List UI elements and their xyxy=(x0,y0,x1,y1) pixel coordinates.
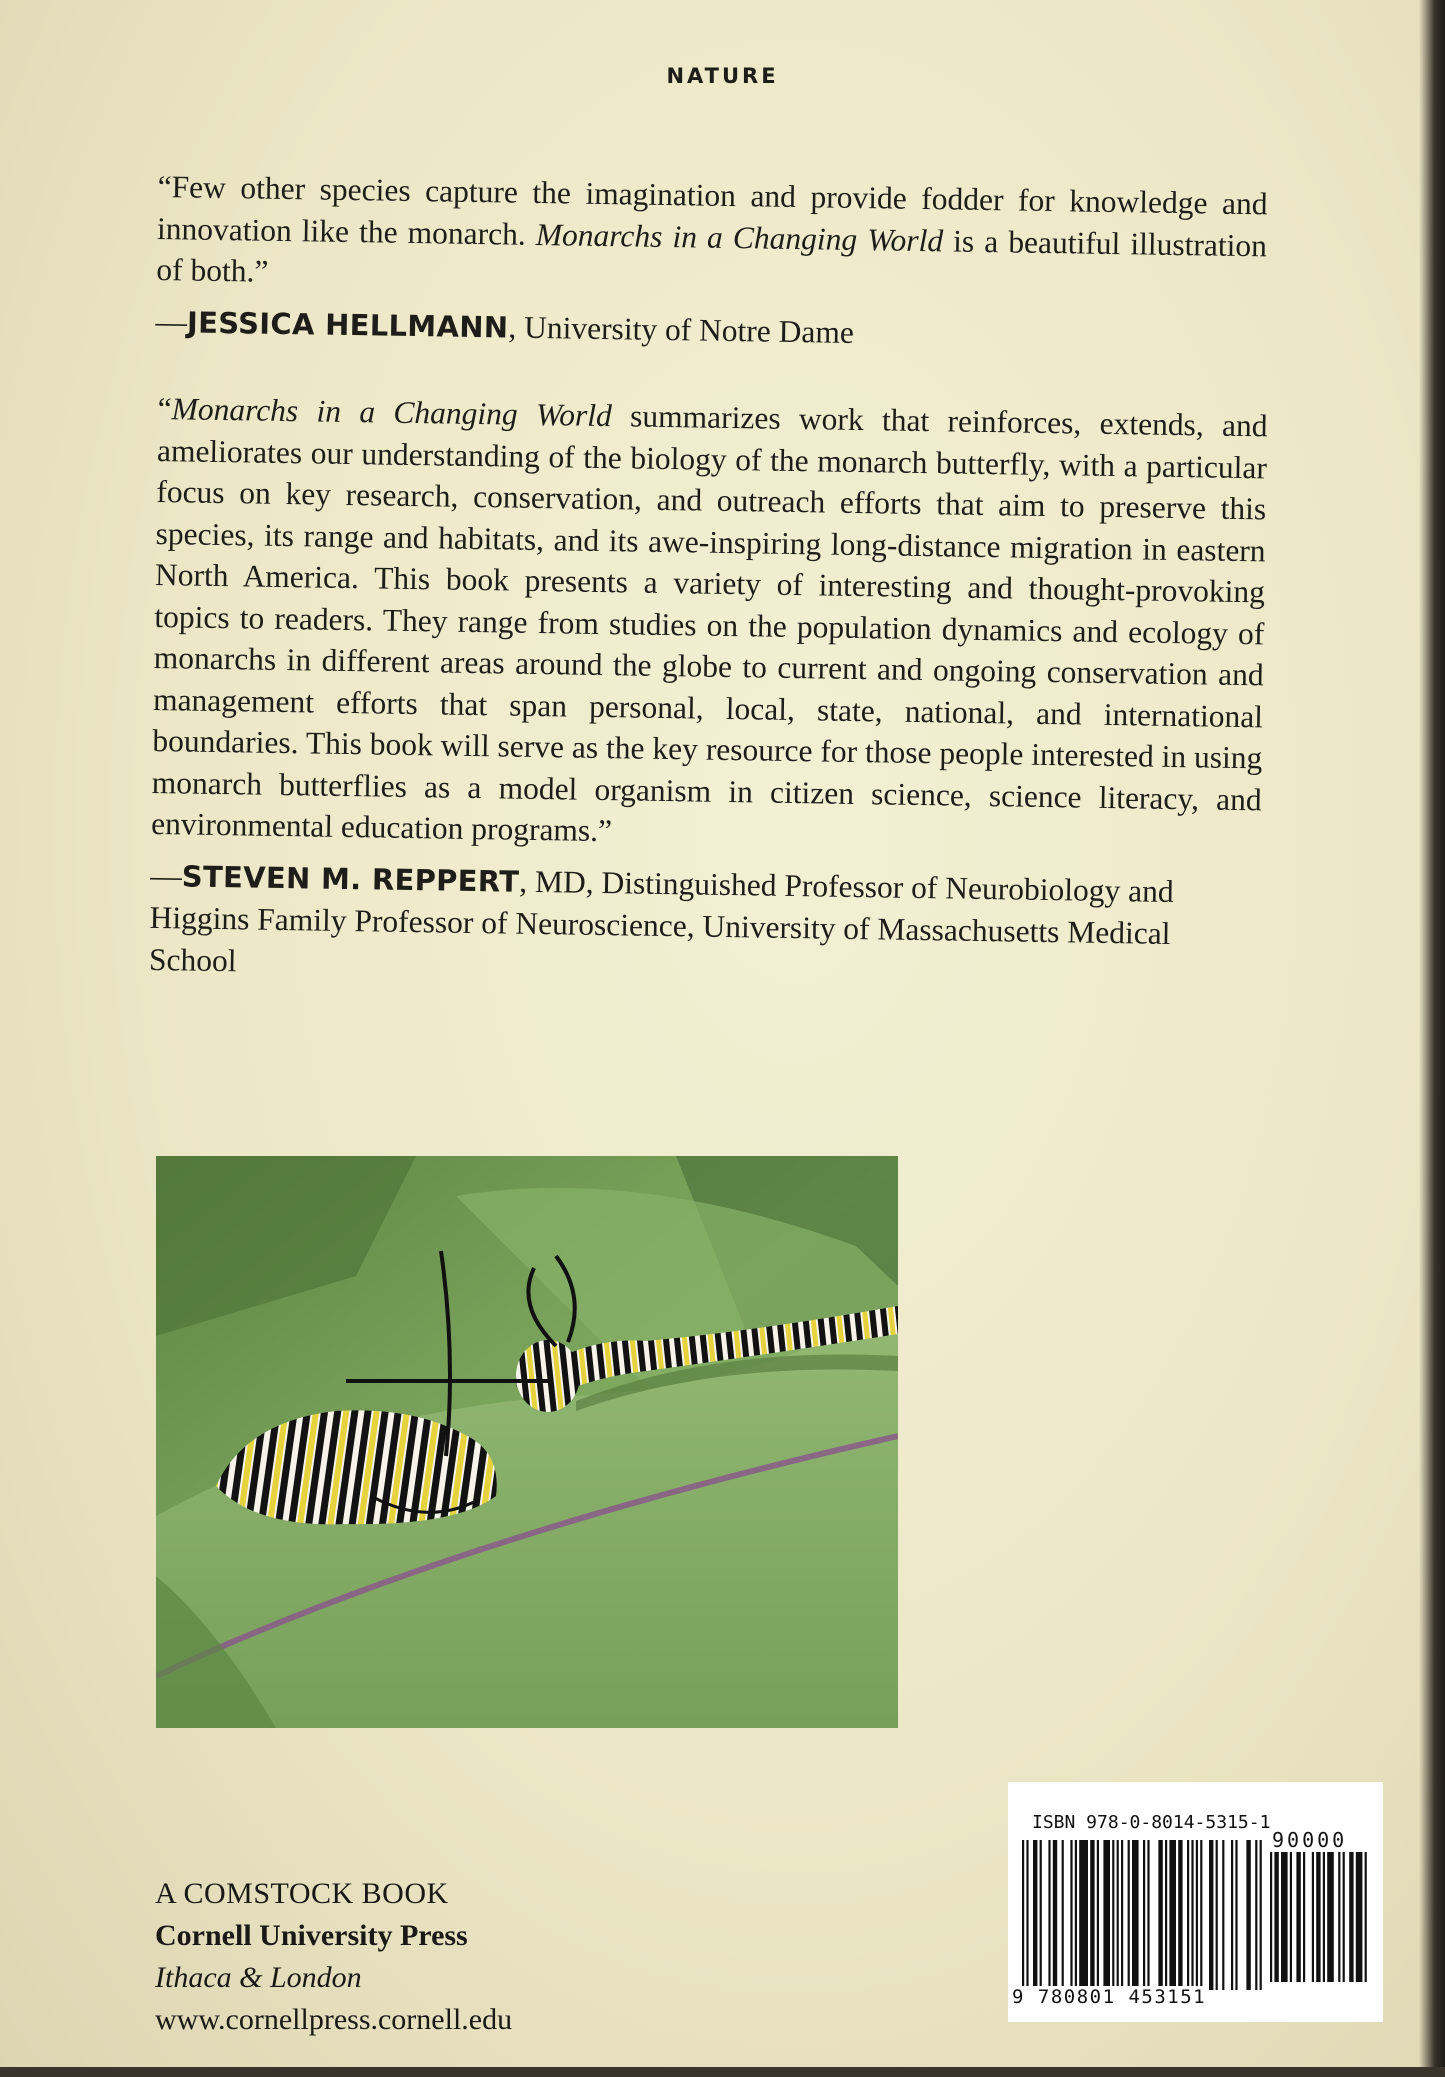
book-title-italic: Monarchs in a Changing World xyxy=(171,391,613,434)
book-title-italic: Monarchs in a Changing World xyxy=(535,216,944,258)
ean-digits: 9 780801 453151 xyxy=(1012,1986,1207,2008)
isbn-barcode xyxy=(1008,1782,1383,2022)
blurb-attribution: —JESSICA HELLMANN, University of Notre Dame xyxy=(155,303,855,350)
publisher-website: www.cornellpress.cornell.edu xyxy=(155,2003,513,2036)
blurb-attribution: —STEVEN M. REPPERT, MD, Distinguished Professor of Neurobiology and Higgins Family Professor of Neuroscience, University of Massachusetts Medical School xyxy=(148,857,1174,978)
publisher-location: Ithaca & London xyxy=(155,1961,362,1994)
blurb-text: “Monarchs in a Changing World summarizes work that reinforces, extends, and ameliorates our understanding of the biology of the monarch butterfly, with a particular focus on key research, conservation, and outreach efforts that aim to preserve this species, its range and habitats, and its awe-inspiring long-distance migration in eastern North America. This book presents a variety of interesting and thought-provoking topics to readers. They range from studies on the population dynamics and ecology of monarchs in different areas around the globe to current and ongoing conservation and management efforts that span personal, local, state, national, and international boundaries. This book will serve as the key resource for those people interested in using monarch butterflies as a model organism in citizen science, science literacy, and environmental education programs.” xyxy=(150,390,1268,849)
reviewer-name: STEVEN M. REPPERT xyxy=(181,858,520,899)
reviewer-affiliation: , University of Notre Dame xyxy=(508,309,855,350)
blurb-text: “Few other species capture the imagination and provide fodder for knowledge and innovation like the monarch. Monarchs in a Changing World is a beautiful illustration of both.” xyxy=(156,168,1268,289)
reviewer-name: JESSICA HELLMANN xyxy=(186,304,509,345)
category-label: NATURE xyxy=(666,64,779,88)
publisher-imprint xyxy=(155,1873,512,2041)
ean-barcode-bars xyxy=(1022,1840,1262,1990)
caterpillar-photo xyxy=(156,1156,898,1728)
reviewer-affiliation: , MD, Distinguished Professor of Neurobiology and Higgins Family Professor of Neuroscience, University of Massachusetts Medical School xyxy=(148,863,1174,978)
book-edge-shadow xyxy=(1419,0,1445,2077)
blurb-hellmann xyxy=(155,166,1268,360)
isbn-number: ISBN 978-0-8014-5315-1 xyxy=(1032,1812,1271,1833)
addon-barcode-bars xyxy=(1270,1852,1370,1982)
publisher-name: Cornell University Press xyxy=(155,1919,468,1952)
series-name: A COMSTOCK BOOK xyxy=(155,1877,449,1910)
book-bottom-edge xyxy=(0,2067,1445,2077)
monarch-caterpillars-illustration xyxy=(156,1156,898,1728)
price-code: 90000 xyxy=(1272,1828,1348,1852)
blurb-reppert xyxy=(149,388,1268,997)
